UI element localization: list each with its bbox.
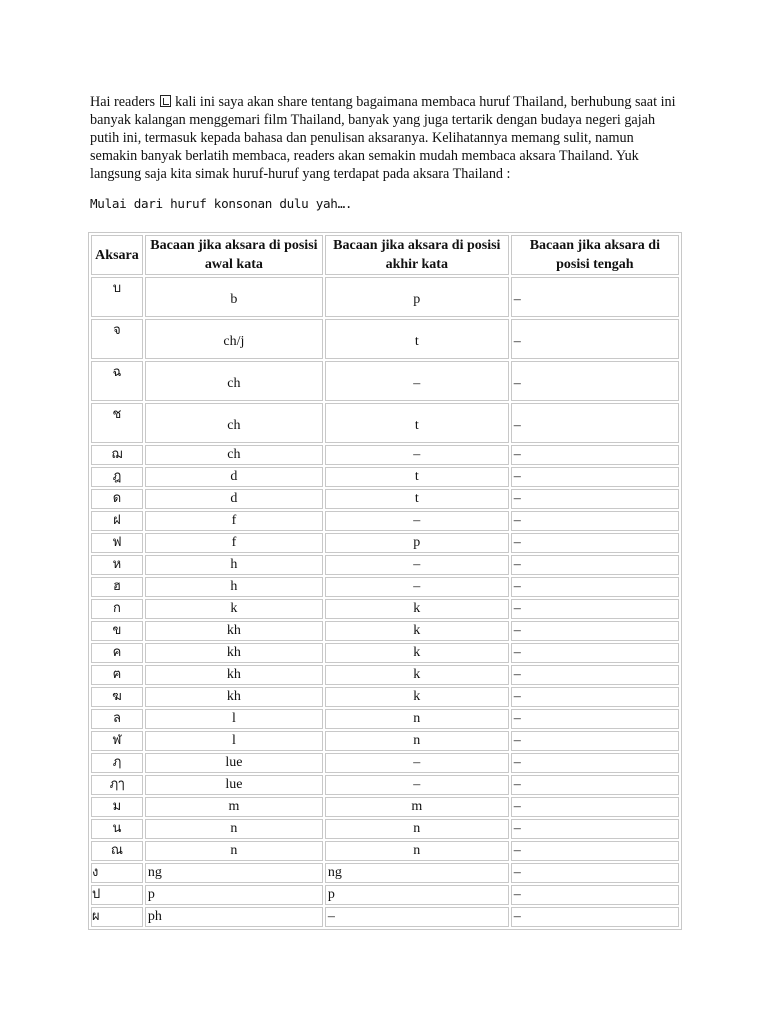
cell-awal: ch/j [145,319,323,359]
cell-akhir: – [325,511,509,531]
cell-akhir: m [325,797,509,817]
smiley-icon [160,95,171,107]
table-row [91,577,679,597]
cell-aksara: ค [91,643,143,663]
cell-akhir: – [325,907,509,927]
header-akhir: Bacaan jika aksara di posisi akhir kata [325,235,509,275]
table-row [91,863,679,883]
cell-awal: d [145,489,323,509]
cell-awal: lue [145,775,323,795]
table-row [91,599,679,619]
table-row [91,403,679,443]
cell-tengah: – [511,319,679,359]
cell-awal: lue [145,753,323,773]
table-row [91,511,679,531]
cell-tengah: – [511,819,679,839]
cell-aksara: ป [91,885,143,905]
cell-awal: ch [145,403,323,443]
cell-awal: h [145,555,323,575]
cell-awal: b [145,277,323,317]
cell-aksara: ผ [91,907,143,927]
cell-awal: ch [145,445,323,465]
cell-awal: p [145,885,323,905]
cell-tengah: – [511,841,679,861]
table-row [91,555,679,575]
cell-tengah: – [511,403,679,443]
cell-awal: k [145,599,323,619]
cell-aksara: ล [91,709,143,729]
cell-akhir: k [325,621,509,641]
cell-akhir: k [325,665,509,685]
table-row [91,361,679,401]
cell-awal: n [145,819,323,839]
cell-aksara: ง [91,863,143,883]
cell-akhir: k [325,643,509,663]
table-row [91,775,679,795]
cell-akhir: n [325,819,509,839]
cell-awal: l [145,731,323,751]
cell-tengah: – [511,775,679,795]
intro-lead: Hai readers [90,94,155,110]
table-row [91,489,679,509]
cell-aksara: ฦ [91,753,143,773]
cell-awal: ng [145,863,323,883]
cell-aksara: ด [91,489,143,509]
cell-awal: kh [145,643,323,663]
cell-tengah: – [511,555,679,575]
intro-text: kali ini saya akan share tentang bagaimana membaca huruf Thailand, berhubung saat ini banyak kalangan menggemari film Thailand, banyak yang juga tertarik dengan budaya negeri gajah putih ini, termasuk kepada bahasa dan penulisan aksaranya. Kelihatannya memang sulit, namun semakin banyak berlatih membaca, readers akan semakin mudah membaca aksara Thailand. Yuk langsung saja kita simak huruf-huruf yang terdapat pada aksara Thailand : [90,94,676,182]
cell-akhir: – [325,577,509,597]
cell-aksara: ห [91,555,143,575]
article-body [90,93,682,213]
cell-akhir: t [325,489,509,509]
cell-awal: f [145,533,323,553]
cell-tengah: – [511,489,679,509]
cell-tengah: – [511,797,679,817]
thai-consonant-table [88,232,682,930]
cell-akhir: – [325,555,509,575]
cell-aksara: ม [91,797,143,817]
header-awal: Bacaan jika aksara di posisi awal kata [145,235,323,275]
cell-aksara: ฆ [91,687,143,707]
cell-awal: h [145,577,323,597]
cell-aksara: น [91,819,143,839]
cell-akhir: k [325,687,509,707]
table-row [91,643,679,663]
cell-akhir: ng [325,863,509,883]
cell-awal: d [145,467,323,487]
cell-akhir: n [325,731,509,751]
cell-aksara: ฦๅ [91,775,143,795]
cell-tengah: – [511,907,679,927]
table-row [91,533,679,553]
cell-aksara: ณ [91,841,143,861]
cell-akhir: p [325,277,509,317]
cell-akhir: t [325,319,509,359]
table-row [91,319,679,359]
cell-aksara: ฟ [91,533,143,553]
table-row [91,753,679,773]
cell-akhir: – [325,361,509,401]
cell-tengah: – [511,621,679,641]
cell-tengah: – [511,277,679,317]
cell-aksara: ก [91,599,143,619]
cell-tengah: – [511,577,679,597]
table-row [91,709,679,729]
cell-tengah: – [511,709,679,729]
cell-tengah: – [511,687,679,707]
cell-aksara: ฬ [91,731,143,751]
header-tengah: Bacaan jika aksara di posisi tengah [511,235,679,275]
subheading: Mulai dari huruf konsonan dulu yah…. [90,196,353,211]
cell-akhir: k [325,599,509,619]
table-row [91,467,679,487]
cell-aksara: ฅ [91,665,143,685]
cell-awal: n [145,841,323,861]
cell-awal: kh [145,687,323,707]
table-row [91,731,679,751]
cell-aksara: ช [91,403,143,443]
cell-tengah: – [511,599,679,619]
cell-akhir: n [325,841,509,861]
cell-tengah: – [511,863,679,883]
cell-aksara: ฝ [91,511,143,531]
cell-tengah: – [511,665,679,685]
cell-aksara: ฌ [91,445,143,465]
table-row [91,819,679,839]
table-row [91,687,679,707]
cell-aksara: บ [91,277,143,317]
cell-aksara: ฉ [91,361,143,401]
cell-aksara: ข [91,621,143,641]
intro-paragraph [90,93,682,183]
cell-akhir: t [325,467,509,487]
table-header-row [91,235,679,275]
table-row [91,665,679,685]
cell-awal: m [145,797,323,817]
cell-tengah: – [511,731,679,751]
cell-tengah: – [511,885,679,905]
table-row [91,841,679,861]
cell-awal: ph [145,907,323,927]
cell-tengah: – [511,467,679,487]
cell-aksara: ฎ [91,467,143,487]
cell-akhir: p [325,533,509,553]
cell-akhir: – [325,775,509,795]
cell-aksara: จ [91,319,143,359]
table-row [91,797,679,817]
cell-tengah: – [511,361,679,401]
cell-akhir: n [325,709,509,729]
table-row [91,621,679,641]
cell-tengah: – [511,753,679,773]
table-row [91,885,679,905]
table-body [91,277,679,927]
cell-akhir: p [325,885,509,905]
cell-akhir: – [325,753,509,773]
cell-awal: ch [145,361,323,401]
table-row [91,445,679,465]
cell-awal: kh [145,621,323,641]
cell-tengah: – [511,533,679,553]
cell-tengah: – [511,445,679,465]
cell-awal: kh [145,665,323,685]
table-row [91,277,679,317]
cell-akhir: – [325,445,509,465]
header-aksara: Aksara [91,235,143,275]
cell-awal: f [145,511,323,531]
cell-akhir: t [325,403,509,443]
cell-aksara: ฮ [91,577,143,597]
cell-tengah: – [511,511,679,531]
cell-tengah: – [511,643,679,663]
cell-awal: l [145,709,323,729]
table-row [91,907,679,927]
